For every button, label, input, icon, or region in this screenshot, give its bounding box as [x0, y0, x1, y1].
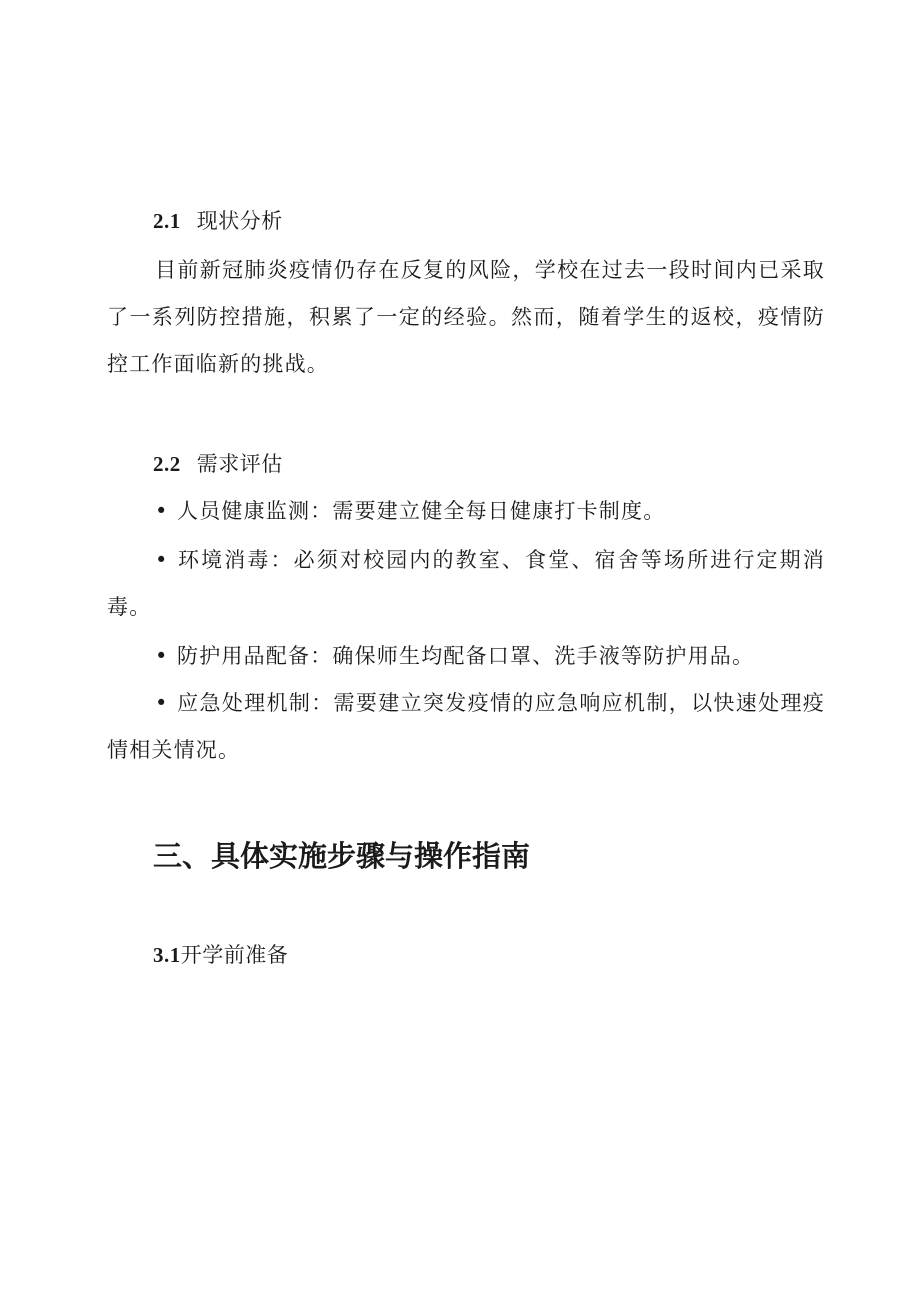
section-number: 2.2 — [153, 452, 181, 476]
bullet-icon: • — [155, 644, 169, 668]
section-title: 需求评估 — [196, 452, 283, 476]
chapter-heading-3: 三、具体实施步骤与操作指南 — [153, 839, 531, 873]
list-item — [107, 537, 825, 631]
status-analysis-paragraph: 目前新冠肺炎疫情仍存在反复的风险，学校在过去一段时间内已采取了一系列防控措施，积累了一定的经验。然而，随着学生的返校，疫情防控工作面临新的挑战。 — [107, 258, 825, 376]
bullet-icon: • — [155, 499, 169, 523]
list-item-text: 环境消毒：必须对校园内的教室、食堂、宿舍等场所进行定期消毒。 — [107, 548, 825, 619]
section-number: 2.1 — [153, 209, 181, 233]
section-title: 现状分析 — [196, 209, 283, 233]
section-heading-2-1 — [153, 206, 283, 236]
list-item — [107, 488, 825, 535]
bullet-icon: • — [155, 548, 169, 572]
section-number: 3.1 — [153, 943, 181, 967]
section-heading-3-1 — [153, 940, 288, 970]
section-heading-2-2 — [153, 449, 283, 479]
list-item-text: 人员健康监测：需要建立健全每日健康打卡制度。 — [177, 499, 666, 523]
list-item-text: 防护用品配备：确保师生均配备口罩、洗手液等防护用品。 — [177, 644, 755, 668]
section-title: 开学前准备 — [180, 943, 289, 967]
list-item — [107, 633, 825, 680]
list-item — [107, 680, 825, 774]
list-item-text: 应急处理机制：需要建立突发疫情的应急响应机制，以快速处理疫情相关情况。 — [107, 691, 825, 762]
bullet-icon: • — [155, 691, 169, 715]
